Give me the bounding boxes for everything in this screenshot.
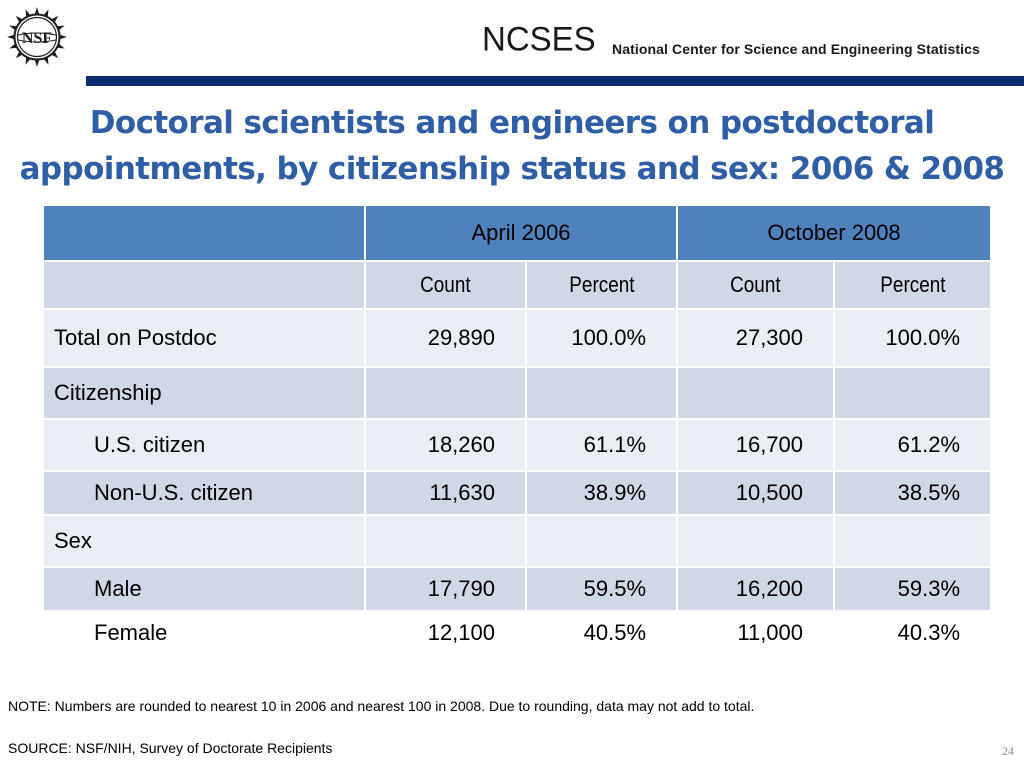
table-column-header-row [43,261,991,309]
row-label: Female [43,611,365,655]
subheader-blank-cell [43,261,365,309]
cell-percent-2008: 59.3% [834,567,991,611]
table-row-male [43,567,991,611]
column-header-percent-2006: Percent [526,261,677,309]
cell-count-2006 [365,367,526,419]
cell-count-2008: 27,300 [677,309,834,367]
cell-count-2006 [365,515,526,567]
cell-percent-2006 [526,515,677,567]
cell-count-2008 [677,367,834,419]
row-label: Citizenship [43,367,365,419]
row-label: Non-U.S. citizen [43,471,365,515]
column-header-count-2006: Count [365,261,526,309]
column-header-count-2008: Count [677,261,834,309]
table-row-us-citizen [43,419,991,471]
header-divider-bar [86,76,1024,86]
table-row-non-us-citizen [43,471,991,515]
title-line-2: appointments, by citizenship status and sex: 2006 & 2008 [19,151,1005,187]
svg-text:NSF: NSF [21,30,53,47]
header-blank-cell [43,205,365,261]
footnote: NOTE: Numbers are rounded to nearest 10 in 2006 and nearest 100 in 2008. Due to rounding, data may not add to total. [8,698,755,714]
cell-count-2008 [677,515,834,567]
table-row-citizenship [43,367,991,419]
postdoc-table [42,204,992,656]
table-row-total [43,309,991,367]
cell-count-2008: 16,200 [677,567,834,611]
cell-percent-2006 [526,367,677,419]
cell-percent-2006: 61.1% [526,419,677,471]
group-header-2006: April 2006 [365,205,677,261]
table-row-female [43,611,991,655]
cell-percent-2006: 100.0% [526,309,677,367]
cell-percent-2006: 38.9% [526,471,677,515]
cell-percent-2008: 100.0% [834,309,991,367]
cell-percent-2006: 40.5% [526,611,677,655]
table-row-sex [43,515,991,567]
cell-count-2008: 16,700 [677,419,834,471]
slide-header [0,0,1024,88]
cell-count-2008: 11,000 [677,611,834,655]
row-label: Male [43,567,365,611]
group-header-2008: October 2008 [677,205,991,261]
cell-count-2006: 17,790 [365,567,526,611]
page-number: 24 [1002,744,1014,758]
cell-count-2006: 11,630 [365,471,526,515]
cell-count-2006: 29,890 [365,309,526,367]
ncses-wordmark: NCSES [482,19,596,58]
cell-percent-2008: 61.2% [834,419,991,471]
cell-percent-2006: 59.5% [526,567,677,611]
row-label: U.S. citizen [43,419,365,471]
cell-percent-2008 [834,515,991,567]
slide-title [0,100,1024,192]
cell-percent-2008 [834,367,991,419]
cell-count-2008: 10,500 [677,471,834,515]
row-label: Total on Postdoc [43,309,365,367]
title-line-1: Doctoral scientists and engineers on postdoctoral [89,105,935,141]
cell-count-2006: 18,260 [365,419,526,471]
column-header-percent-2008: Percent [834,261,991,309]
ncses-full-name: National Center for Science and Engineering Statistics [612,41,980,57]
row-label: Sex [43,515,365,567]
source-note: SOURCE: NSF/NIH, Survey of Doctorate Recipients [8,740,333,756]
nsf-logo [6,6,68,68]
cell-percent-2008: 38.5% [834,471,991,515]
cell-count-2006: 12,100 [365,611,526,655]
cell-percent-2008: 40.3% [834,611,991,655]
table-group-header-row [43,205,991,261]
